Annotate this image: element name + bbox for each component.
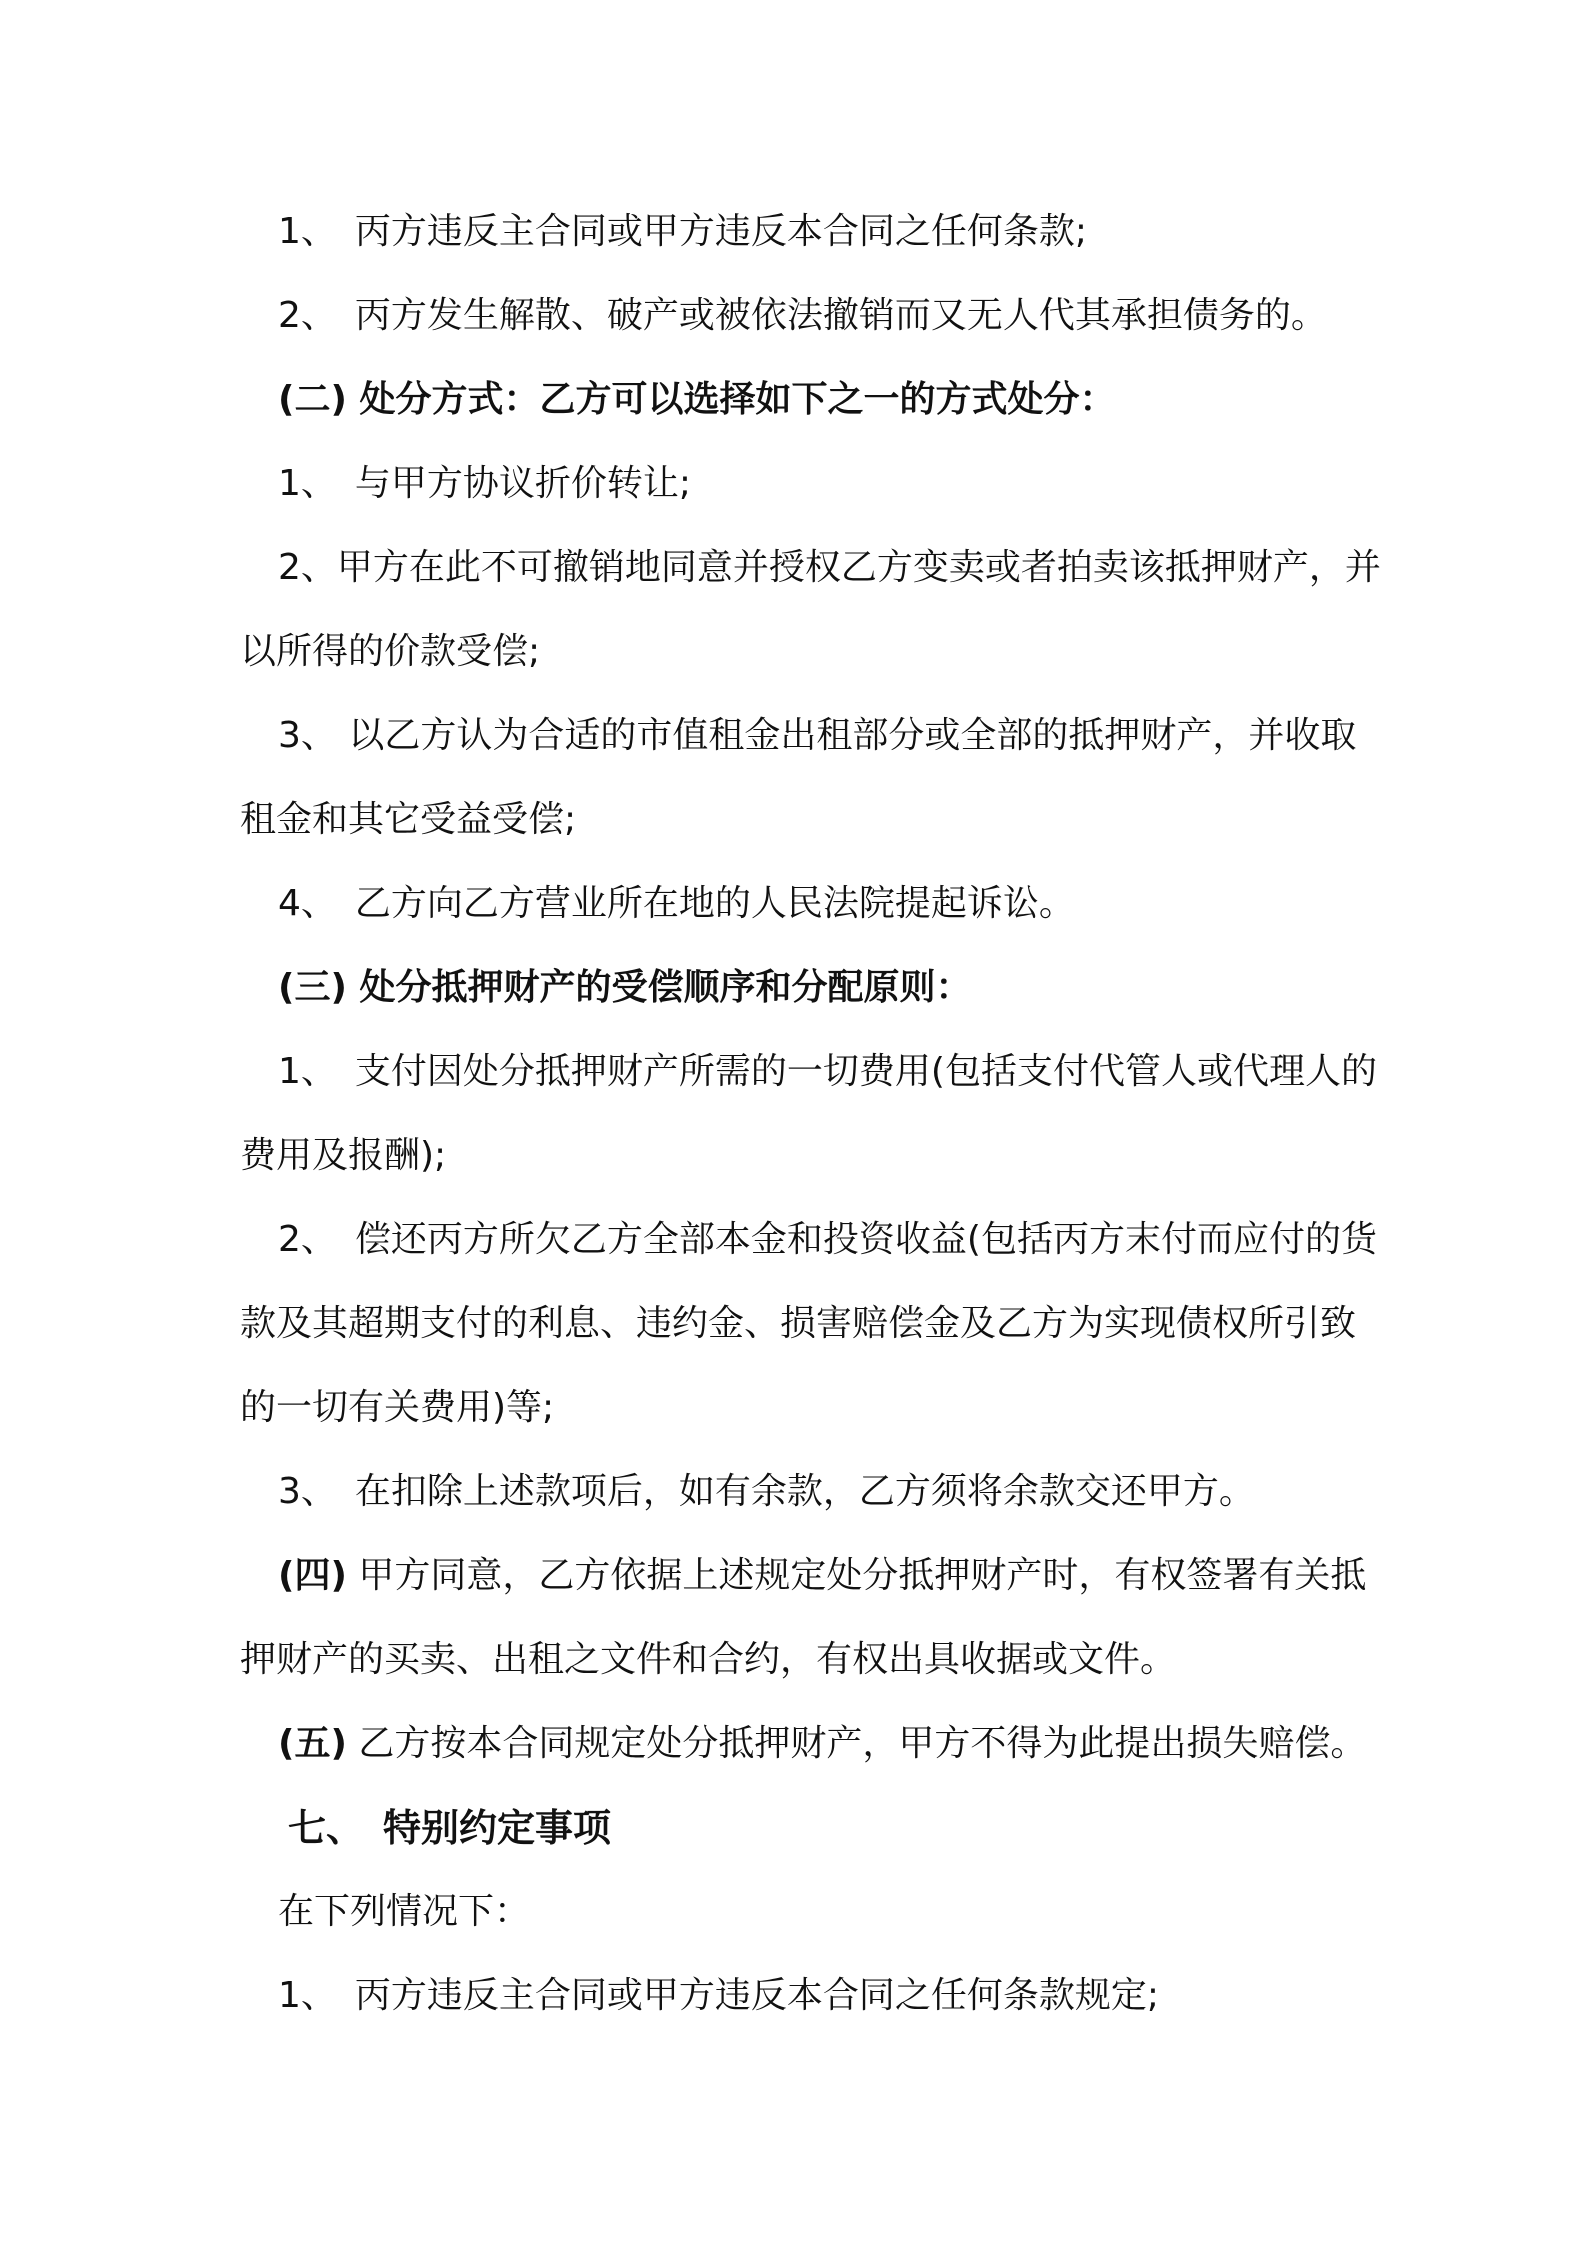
clause-paragraph xyxy=(240,1534,1390,1702)
clause-number: (五) xyxy=(278,1723,347,1764)
paragraph-text: 在下列情况下： xyxy=(278,1891,531,1932)
paragraph xyxy=(240,274,1390,358)
clause-number: (四) xyxy=(278,1555,347,1596)
paragraph xyxy=(240,1870,1390,1954)
clause-text: 处分抵押财产的受偿顺序和分配原则： xyxy=(359,967,972,1008)
paragraph-text: 1、 支付因处分抵押财产所需的一切费用(包括支付代管人或代理人的费用及报酬); xyxy=(240,1051,1377,1176)
paragraph-text: 2、 偿还丙方所欠乙方全部本金和投资收益(包括丙方末付而应付的货款及其超期支付的利息、违约金、损害赔偿金及乙方为实现债权所引致的一切有关费用)等; xyxy=(240,1219,1377,1428)
paragraph-text: 3、 以乙方认为合适的市值租金出租部分或全部的抵押财产，并收取租金和其它受益受偿; xyxy=(240,715,1357,840)
paragraph xyxy=(240,1450,1390,1534)
section-title: 特别约定事项 xyxy=(383,1806,612,1850)
paragraph xyxy=(240,862,1390,946)
clause-number: (三) xyxy=(278,967,347,1008)
paragraph-text: 1、 与甲方协议折价转让; xyxy=(278,463,692,504)
document-body xyxy=(240,190,1390,2038)
paragraph xyxy=(240,694,1390,862)
paragraph xyxy=(240,1954,1390,2038)
clause-text: 处分方式：乙方可以选择如下之一的方式处分： xyxy=(359,379,1116,420)
clause-heading xyxy=(240,358,1390,442)
paragraph xyxy=(240,442,1390,526)
clause-text: 乙方按本合同规定处分抵押财产，甲方不得为此提出损失赔偿。 xyxy=(358,1723,1367,1764)
paragraph-text: 1、 丙方违反主合同或甲方违反本合同之任何条款; xyxy=(278,211,1088,252)
paragraph-text: 2、甲方在此不可撤销地同意并授权乙方变卖或者拍卖该抵押财产，并以所得的价款受偿; xyxy=(240,547,1381,672)
paragraph-text: 4、 乙方向乙方营业所在地的人民法院提起诉讼。 xyxy=(278,883,1075,924)
paragraph xyxy=(240,1198,1390,1450)
clause-number: (二) xyxy=(278,379,347,420)
section-heading xyxy=(240,1786,1390,1870)
paragraph-text: 2、 丙方发生解散、破产或被依法撤销而又无人代其承担债务的。 xyxy=(278,295,1327,336)
paragraph-text: 1、 丙方违反主合同或甲方违反本合同之任何条款规定; xyxy=(278,1975,1160,2016)
section-number: 七、 xyxy=(288,1806,346,1850)
paragraph xyxy=(240,526,1390,694)
clause-paragraph xyxy=(240,1702,1390,1786)
paragraph-text: 3、 在扣除上述款项后，如有余款，乙方须将余款交还甲方。 xyxy=(278,1471,1255,1512)
clause-heading xyxy=(240,946,1390,1030)
paragraph xyxy=(240,190,1390,274)
clause-text: 甲方同意，乙方依据上述规定处分抵押财产时，有权签署有关抵押财产的买卖、出租之文件和合约，有权出具收据或文件。 xyxy=(240,1555,1367,1680)
paragraph xyxy=(240,1030,1390,1198)
